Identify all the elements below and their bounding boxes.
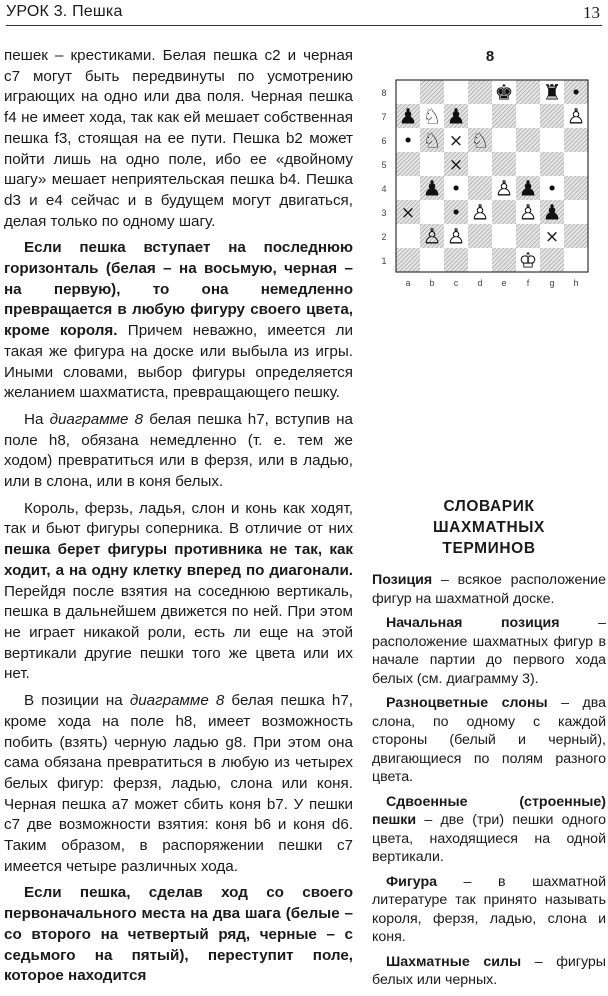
page-header bbox=[6, 0, 602, 26]
paragraph-5: В позиции на диаграмме 8 белая пешка h7, кроме хода на поле h8, имеет возможность побить (взять) черную ладью g8. При этом она сама обязана превратиться в любую из четырех белых фигур: ферзя, ладью, слона или коня. Черная пешка a7 может сбить коня b7. У пешки c7 две возможности взятия: коня b6 и коня d6. Таким образом, в распоряжении пешки c7 имеется четыре различных хода. bbox=[4, 692, 353, 875]
paragraph-1: пешек – крестиками. Белая пешка c2 и черная c7 могут быть передвинуты по усмотрению играющих на одно или два поля. Черная пешка f4 не имеет хода, так как ей мешает собственная пешка f3, стоящая на ее пути. Пешка b2 может пойти лишь на одно поле, ибо ее «двойному шагу» мешает неприятельская пешка b4. Пешка d3 и e4 сейчас и в будущем могут двигаться, делая только по одному шагу. bbox=[4, 47, 353, 230]
diagram-reference: диаграмме 8 bbox=[129, 692, 225, 710]
board-square bbox=[564, 152, 588, 176]
move-dot-marker-g4: • bbox=[546, 178, 558, 200]
rank-label: 8 bbox=[381, 88, 387, 98]
chess-piece-c2: ♙ bbox=[446, 224, 466, 249]
chess-piece-h7: ♙ bbox=[566, 104, 586, 129]
capture-cross-marker-c5: × bbox=[448, 155, 464, 176]
board-square bbox=[468, 152, 492, 176]
board-square bbox=[540, 128, 564, 152]
paragraph-6 bbox=[4, 883, 353, 987]
glossary-term: Разноцветные слоны bbox=[386, 695, 548, 711]
header-rule bbox=[6, 25, 602, 26]
en-passant-rule: Если пешка, сделав ход со своего первоначального места на два шага (белые – со второго на четвертый ряд, черные – с седьмого на пятый), переступит поле, которое находится bbox=[4, 884, 353, 985]
paragraph-3: На диаграмме 8 белая пешка h7, вступив на поле h8, обязана немедленно (т. е. тем же ходом) превратиться или в ферзя, или в ладью, или в слона, или в коня белых. bbox=[4, 410, 353, 491]
board-square bbox=[468, 224, 492, 248]
rank-label: 5 bbox=[381, 160, 387, 170]
file-label: e bbox=[501, 278, 507, 288]
move-dot-marker-c3: • bbox=[450, 202, 462, 224]
chess-piece-b2: ♙ bbox=[422, 224, 442, 249]
chess-piece-f3: ♙ bbox=[518, 200, 538, 225]
board-square bbox=[516, 152, 540, 176]
board-square bbox=[396, 80, 420, 104]
chess-piece-a7: ♟ bbox=[398, 104, 418, 129]
board-square bbox=[492, 248, 516, 272]
chess-board bbox=[372, 78, 600, 288]
board-square bbox=[468, 104, 492, 128]
rank-label: 6 bbox=[381, 136, 387, 146]
board-square bbox=[420, 248, 444, 272]
chess-piece-e4: ♙ bbox=[494, 176, 514, 201]
page-number: 13 bbox=[583, 3, 600, 22]
board-square bbox=[420, 200, 444, 224]
file-label: g bbox=[549, 278, 555, 288]
board-square bbox=[396, 152, 420, 176]
main-text-column bbox=[4, 46, 353, 993]
board-square bbox=[492, 128, 516, 152]
glossary-term: Позиция bbox=[372, 572, 433, 588]
diagram-number: 8 bbox=[485, 48, 495, 65]
move-dot-marker-c4: • bbox=[450, 178, 462, 200]
lesson-title: УРОК 3. Пешка bbox=[6, 3, 123, 20]
file-label: c bbox=[453, 278, 459, 288]
chess-piece-b4: ♟ bbox=[422, 176, 442, 201]
file-label: d bbox=[477, 278, 483, 288]
glossary-entry: Фигура – в шахматной литературе так принято называть короля, ферзя, ладью, слона и коня. bbox=[372, 873, 606, 945]
chess-piece-f1: ♔ bbox=[518, 248, 538, 273]
board-square bbox=[516, 104, 540, 128]
move-dot-marker-h8: • bbox=[570, 82, 582, 104]
chess-piece-f4: ♟ bbox=[518, 176, 538, 201]
rank-label: 3 bbox=[381, 208, 387, 218]
chess-diagram bbox=[372, 44, 600, 289]
chess-piece-g3: ♟ bbox=[542, 200, 562, 225]
board-square bbox=[492, 200, 516, 224]
board-square bbox=[492, 104, 516, 128]
board-square bbox=[492, 224, 516, 248]
board-square bbox=[540, 152, 564, 176]
glossary-term: Сдвоенные (строенные) пешки bbox=[372, 793, 606, 828]
board-square bbox=[468, 80, 492, 104]
board-square bbox=[492, 152, 516, 176]
board-square bbox=[564, 176, 588, 200]
chess-piece-g8: ♜ bbox=[542, 80, 562, 105]
rank-label: 2 bbox=[381, 232, 387, 242]
diagram-reference: диаграмме 8 bbox=[49, 410, 144, 428]
board-square bbox=[444, 80, 468, 104]
paragraph-4: Король, ферзь, ладья, слон и конь как ходят, так и бьют фигуры соперника. В отличие от них пешка берет фигуры противника не так, как ходит, а на одну клетку вперед по диагонали. Перейдя после взятия на соседнюю вертикаль, пешка в дальнейшем движется по ней. При этом не играет никакой роли, есть ли еще на этой вертикали другие пешки того же цвета или их нет. bbox=[4, 499, 353, 683]
capture-cross-marker-g2: × bbox=[544, 227, 560, 248]
capture-cross-marker-a3: × bbox=[400, 203, 416, 224]
chess-piece-d3: ♙ bbox=[470, 200, 490, 225]
file-label: b bbox=[429, 278, 435, 288]
chess-piece-d6: ♘ bbox=[470, 128, 490, 153]
glossary-term: Фигура bbox=[386, 873, 438, 890]
board-square bbox=[540, 248, 564, 272]
chess-piece-b6: ♘ bbox=[422, 128, 442, 153]
glossary-entry: Начальная позиция – расположение шахматных фигур в начале партии до первого хода белых (см. диаграмму 3). bbox=[372, 615, 606, 687]
pawn-capture-rule: пешка берет фигуры противника не так, как ходит, а на одну клетку вперед по диагонали. bbox=[4, 541, 353, 579]
board-square bbox=[564, 128, 588, 152]
rank-label: 1 bbox=[381, 256, 387, 266]
board-square bbox=[540, 104, 564, 128]
chess-piece-b7: ♘ bbox=[422, 104, 442, 129]
glossary-entry: Позиция – всякое расположение фигур на шахматной доске. bbox=[372, 572, 606, 607]
glossary-entry: Разноцветные слоны – два слона, по одному с каждой стороны (белый и черный), двигающиеся по полям разного цвета. bbox=[372, 695, 606, 785]
board-square bbox=[564, 200, 588, 224]
glossary-term: Начальная позиция bbox=[386, 615, 560, 631]
board-square bbox=[516, 80, 540, 104]
board-square bbox=[396, 224, 420, 248]
board-square bbox=[420, 80, 444, 104]
board-square bbox=[420, 152, 444, 176]
paragraph-2: Если пешка вступает на последнюю горизонталь (белая – на восьмую, черная – на первую), то она немедленно превращается в любую фигуру своего цвета, кроме короля. Причем неважно, имеется ли такая же фигура на доске или выбыла из игры. Иными словами, выбор фигуры определяется желанием шахматиста, превращающего пешку. bbox=[4, 239, 353, 402]
capture-cross-marker-c6: × bbox=[448, 131, 464, 152]
board-square bbox=[468, 176, 492, 200]
glossary-entry: Шахматные силы – фигуры белых или черных. bbox=[372, 953, 606, 988]
board-square bbox=[468, 248, 492, 272]
move-dot-marker-a6: • bbox=[402, 130, 414, 152]
glossary-title: СЛОВАРИК ШАХМАТНЫХ ТЕРМИНОВ bbox=[432, 498, 545, 557]
chess-piece-e8: ♚ bbox=[494, 80, 514, 105]
board-square bbox=[444, 248, 468, 272]
file-label: f bbox=[526, 278, 530, 288]
board-square bbox=[516, 128, 540, 152]
rank-label: 7 bbox=[381, 112, 387, 122]
board-square bbox=[564, 224, 588, 248]
board-square bbox=[396, 176, 420, 200]
board-square bbox=[564, 248, 588, 272]
glossary-entry: Сдвоенные (строенные) пешки – две (три) пешки одного цвета, находящиеся на одной вертикали. bbox=[372, 793, 606, 865]
glossary-sidebar bbox=[372, 496, 606, 996]
board-square bbox=[516, 224, 540, 248]
file-label: a bbox=[405, 278, 411, 288]
board-square bbox=[396, 248, 420, 272]
pawn-promotion-rule: Если пешка вступает на последнюю горизонталь (белая – на восьмую, черная – на первую), то она немедленно превращается в любую фигуру своего цвета, кроме короля. bbox=[4, 239, 353, 340]
chess-piece-c7: ♟ bbox=[446, 104, 466, 129]
file-label: h bbox=[573, 278, 579, 288]
rank-label: 4 bbox=[381, 184, 387, 194]
glossary-term: Шахматные силы bbox=[386, 953, 522, 970]
